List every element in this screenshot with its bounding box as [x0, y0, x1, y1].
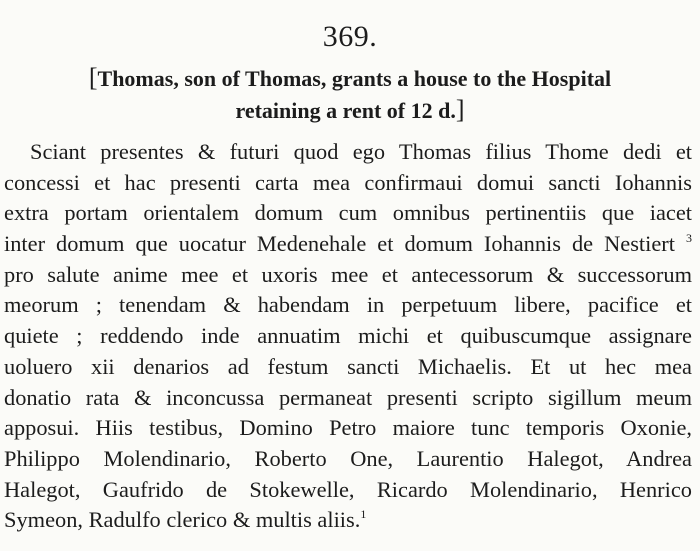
text-line-4 — [4, 229, 692, 260]
text-line-12: Halegot, Gaufrido de Stokewelle, Ricardo Molendinario, Henrico — [4, 476, 692, 502]
footnote-mark-3: 3 — [686, 231, 692, 246]
text-line-13-content: Symeon, Radulfo clerico & multis aliis. — [4, 507, 361, 533]
text-line-13 — [4, 505, 692, 536]
heading-line-2 — [0, 94, 700, 126]
document-number: 369. — [322, 20, 378, 53]
text-line-3: extra portam orientalem domum cum omnibus pertinentiis que iacet — [4, 200, 692, 226]
heading-open-bracket: [ — [88, 63, 98, 92]
heading-text-1: Thomas, son of Thomas, grants a house to the Hospital — [97, 66, 612, 91]
footnote-mark-1: 1 — [360, 507, 367, 522]
text-line-1: Sciant presentes & futuri quod ego Thomas filius Thome dedi et — [30, 139, 692, 164]
text-line-11: Philippo Molendinario, Roberto One, Laurentio Halegot, Andrea — [4, 445, 692, 471]
document-heading — [0, 62, 700, 126]
text-line-5: pro salute anime mee et uxoris mee et antecessorum & successorum — [4, 261, 692, 287]
text-line-10: apposui. Hiis testibus, Domino Petro maiore tunc temporis Oxonie, — [4, 415, 692, 441]
heading-text-2: retaining a rent of 12 d. — [235, 98, 456, 123]
text-line-8: uoluero xii denarios ad festum sancti Michaelis. Et ut hec mea — [4, 353, 692, 379]
text-line-4-content: inter domum que uocatur Medenehale et domum Iohannis de Nestiert — [4, 231, 675, 257]
text-line-9: donatio rata & inconcussa permaneat presenti scripto sigillum meum — [4, 384, 692, 410]
text-line-6: meorum ; tenendam & habendam in perpetuum libere, pacifice et — [4, 292, 692, 318]
text-line-7: quiete ; reddendo inde annuatim michi et quibuscumque assignare — [4, 323, 692, 349]
heading-line-1 — [0, 62, 700, 94]
text-line-2: concessi et hac presenti carta mea confirmaui domui sancti Iohannis — [4, 169, 692, 195]
heading-close-bracket: ] — [455, 95, 465, 124]
charter-text — [4, 137, 692, 536]
